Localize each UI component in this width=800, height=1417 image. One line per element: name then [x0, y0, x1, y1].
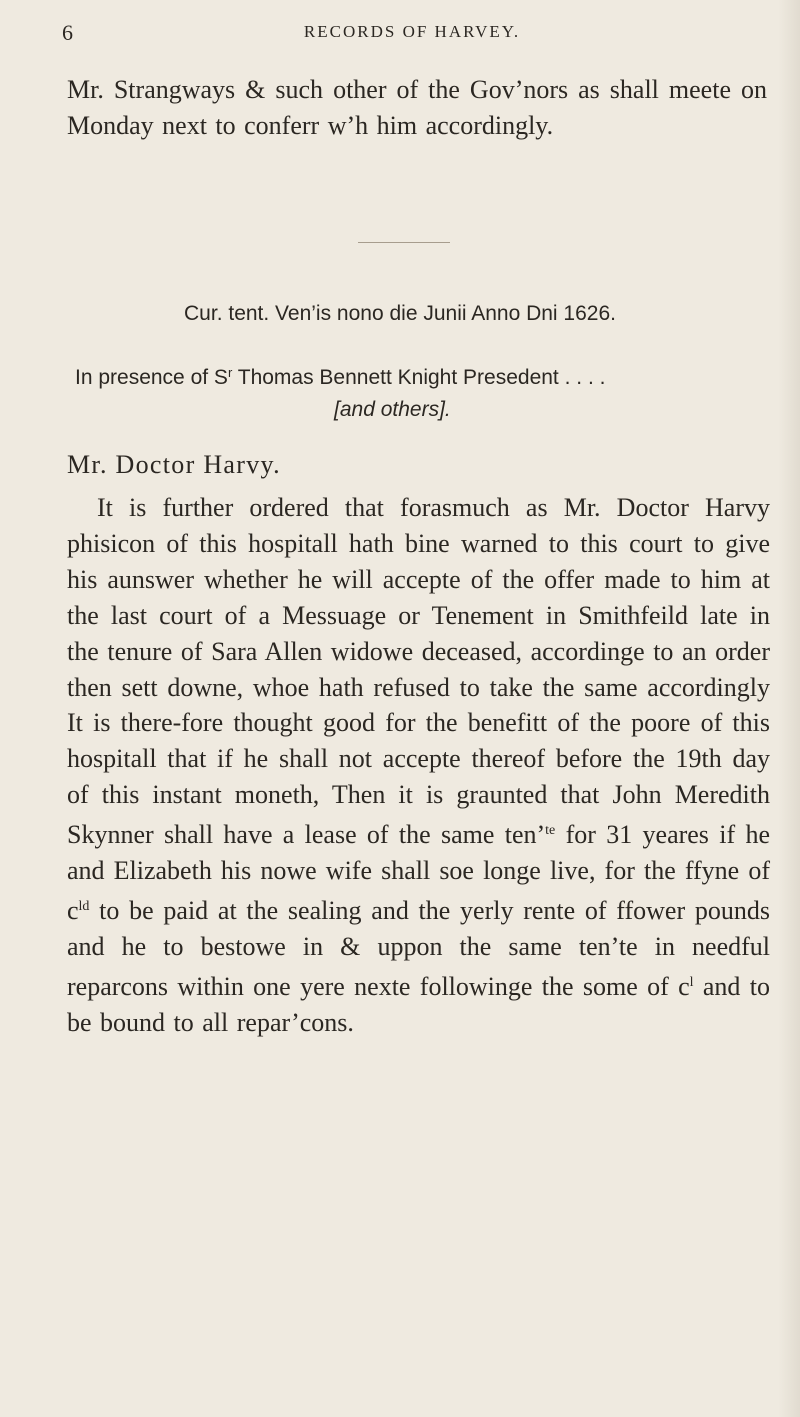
page-number: 6	[62, 20, 74, 45]
presence-prefix: In presence of S	[75, 366, 228, 389]
order-superscript-1: te	[545, 823, 556, 839]
order-superscript-3: l	[689, 974, 694, 990]
presence-line	[75, 365, 775, 390]
running-head: RECORDS OF HARVEY.	[303, 22, 521, 41]
and-others-note: [and others].	[334, 398, 451, 421]
presence-superscript: r	[227, 365, 233, 380]
order-text-part-4: and to be bound to all repar’cons.	[67, 971, 770, 1037]
order-text-part-2: for 31 yeares if he and Elizabeth his nowe wife shall soe longe live, for the ffyne of c	[67, 820, 770, 925]
paragraph-conferr: Mr. Strangways & such other of the Gov’nors as shall meete on Monday next to conferr w’h him accordingly.	[67, 75, 767, 140]
order-text-part-1: It is further ordered that forasmuch as Mr. Doctor Harvy phisicon of this hospitall hath bine warned to this court to give his aunswer whether he will accepte of the offer made to him at the last court of a Messuage or Tenement in Smithfeild late in the tenure of Sara Allen widowe deceased, accordinge to an order then sett downe, whoe hath refused to take the same accordingly It is there-fore thought good for the benefitt of the poore of this hospitall that if he shall not accepte thereof before the 19th day of this instant moneth, Then it is graunted that John Meredith Skynner shall have a lease of the same ten’	[67, 493, 770, 850]
section-heading: Mr. Doctor Harvy.	[67, 450, 281, 479]
page-header	[62, 20, 762, 50]
court-session-line: Cur. tent. Ven’is nono die Junii Anno Dni 1626.	[184, 302, 616, 325]
order-text-part-3: to be paid at the sealing and the yerly rente of ffower pounds and he to bestowe in & uppon the same ten’te in needful reparcons within one yere nexte followinge the some of c	[67, 895, 770, 1001]
presence-rest: Thomas Bennett Knight Presedent . . . .	[232, 366, 606, 389]
order-superscript-2: ld	[78, 898, 90, 914]
section-divider	[358, 242, 450, 243]
paragraph-order	[67, 490, 770, 1041]
page-edge-shadow	[778, 0, 800, 1417]
